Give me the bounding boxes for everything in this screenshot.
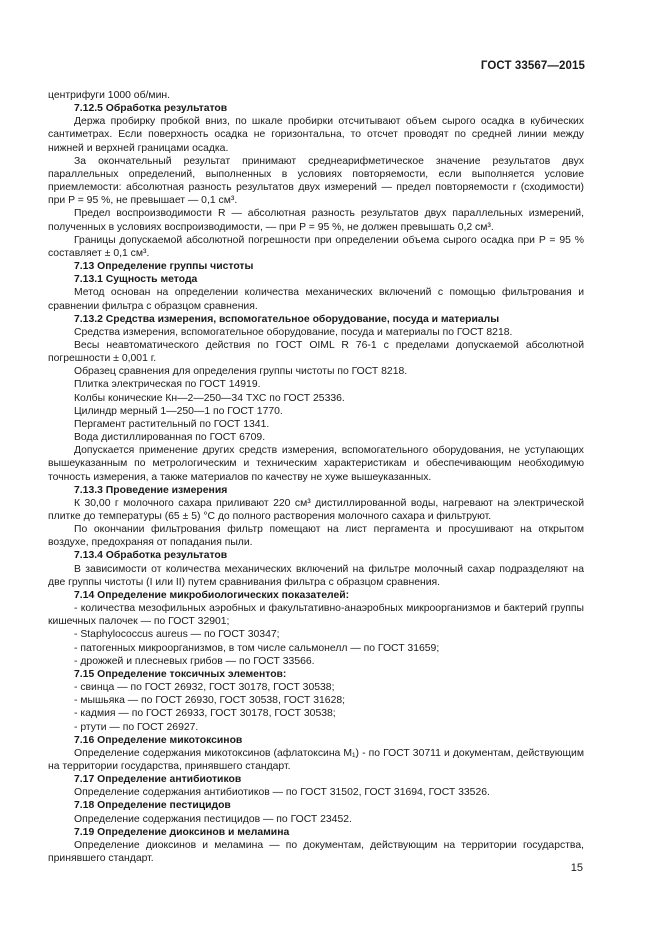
paragraph: К 30,00 г молочного сахара приливают 220 см³ дистиллированной воды, нагревают на электрической плитке до температуры (65 ± 5) °С до полного растворения молочного сахара и фильтруют. xyxy=(48,497,584,522)
section-heading: 7.18 Определение пестицидов xyxy=(74,800,231,812)
section-heading: 7.13 Определение группы чистоты xyxy=(74,261,254,273)
section-heading: 7.13.3 Проведение измерения xyxy=(74,484,228,496)
list-item: - количества мезофильных аэробных и факультативно-анаэробных микроорганизмов и бактерий группы кишечных палочек — по ГОСТ 32901; xyxy=(48,603,584,628)
paragraph: Предел воспроизводимости R — абсолютная разность результатов двух параллельных измерений, полученных в условиях воспроизводимости, — при P = 95 %, не должен превышать 0,2 см³. xyxy=(48,208,584,233)
list-item: - ртути — по ГОСТ 26927. xyxy=(74,721,199,733)
section-heading: 7.17 Определение антибиотиков xyxy=(74,774,242,786)
paragraph: Держа пробирку пробкой вниз, по шкале пробирки отсчитывают объем сырого осадка в кубических сантиметрах. Если поверхность осадка не горизонтальна, то отсчет проводят по средней линии между нижней и верхней границами осадка. xyxy=(48,116,584,154)
paragraph: Границы допускаемой абсолютной погрешности при определении объема сырого осадка при P = 95 % составляет ± 0,1 см³. xyxy=(48,234,584,259)
paragraph: Допускается применение других средств измерения, вспомогательного оборудования, не уступающих вышеуказанным по метрологическим и техническим характеристикам и обеспечивающим необходимую точность измерения, а также материалов по качеству не хуже вышеуказанных. xyxy=(48,445,584,483)
paragraph: Определение содержания антибиотиков — по ГОСТ 31502, ГОСТ 31694, ГОСТ 33526. xyxy=(74,787,490,799)
page-number: 15 xyxy=(570,862,583,874)
paragraph: Цилиндр мерный 1—250—1 по ГОСТ 1770. xyxy=(74,405,283,417)
document-body xyxy=(48,89,584,865)
paragraph: Пергамент растительный по ГОСТ 1341. xyxy=(74,418,270,430)
paragraph: Плитка электрическая по ГОСТ 14919. xyxy=(74,379,261,391)
paragraph: Образец сравнения для определения группы чистоты по ГОСТ 8218. xyxy=(74,366,408,378)
list-item: - Staphylococcus aureus — по ГОСТ 30347; xyxy=(74,629,280,641)
paragraph: По окончании фильтрования фильтр помещают на лист пергамента и просушивают на открытом воздухе, предохраняя от попадания пыли. xyxy=(48,524,584,549)
section-heading: 7.12.5 Обработка результатов xyxy=(74,103,228,115)
paragraph: Вода дистиллированная по ГОСТ 6709. xyxy=(74,432,266,444)
section-heading: 7.13.1 Сущность метода xyxy=(74,274,198,286)
paragraph: Колбы конические Кн—2—250—34 ТХС по ГОСТ 25336. xyxy=(74,392,345,404)
list-item: - свинца — по ГОСТ 26932, ГОСТ 30178, ГОСТ 30538; xyxy=(74,682,335,694)
paragraph: Весы неавтоматического действия по ГОСТ OIML R 76-1 с пределами допускаемой абсолютной погрешности ± 0,001 г. xyxy=(48,339,584,365)
list-item: - дрожжей и плесневых грибов — по ГОСТ 33566. xyxy=(74,655,315,667)
paragraph: Определение содержания микотоксинов (афлатоксина M₁) - по ГОСТ 30711 и документам, действующим на территории государства, принявшего стандарт. xyxy=(48,747,584,772)
list-item: - мышьяка — по ГОСТ 26930, ГОСТ 30538, ГОСТ 31628; xyxy=(74,695,346,707)
paragraph: Определение содержания пестицидов — по ГОСТ 23452. xyxy=(74,813,352,825)
section-heading: 7.14 Определение микробиологических показателей: xyxy=(74,589,350,601)
paragraph: За окончательный результат принимают среднеарифметическое значение результатов двух параллельных определений, выполненных в условиях повторяемости, если выполняется условие приемлемости: абсолютная разность результатов двух измерений — предел повторяемости r (сходимости) при P = 95 %, не превышает — 0,1 см³. xyxy=(48,155,584,207)
paragraph: Определение диоксинов и меламина — по документам, действующим на территории государства, принявшего стандарт. xyxy=(48,839,584,865)
section-heading: 7.19 Определение диоксинов и меламина xyxy=(74,826,290,838)
document-code-header: ГОСТ 33567—2015 xyxy=(480,60,585,72)
paragraph: центрифуги 1000 об/мин. xyxy=(48,90,170,101)
section-heading: 7.13.4 Обработка результатов xyxy=(74,550,228,562)
section-heading: 7.15 Определение токсичных элементов: xyxy=(74,668,287,680)
list-item: - кадмия — по ГОСТ 26933, ГОСТ 30178, ГОСТ 30538; xyxy=(74,708,336,720)
paragraph: В зависимости от количества механических включений на фильтре молочный сахар подразделяют на две группы чистоты (I или II) путем сравнивания фильтра с образцом сравнения. xyxy=(48,563,584,588)
section-heading: 7.16 Определение микотоксинов xyxy=(74,734,243,746)
paragraph: Метод основан на определении количества механических включений с помощью фильтрования и сравнении фильтра с образцом сравнения. xyxy=(48,287,584,312)
paragraph: Средства измерения, вспомогательное оборудование, посуда и материалы по ГОСТ 8218. xyxy=(74,326,513,338)
section-heading: 7.13.2 Средства измерения, вспомогательное оборудование, посуда и материалы xyxy=(74,313,500,325)
list-item: - патогенных микроорганизмов, в том числе сальмонелл — по ГОСТ 31659; xyxy=(74,642,440,654)
